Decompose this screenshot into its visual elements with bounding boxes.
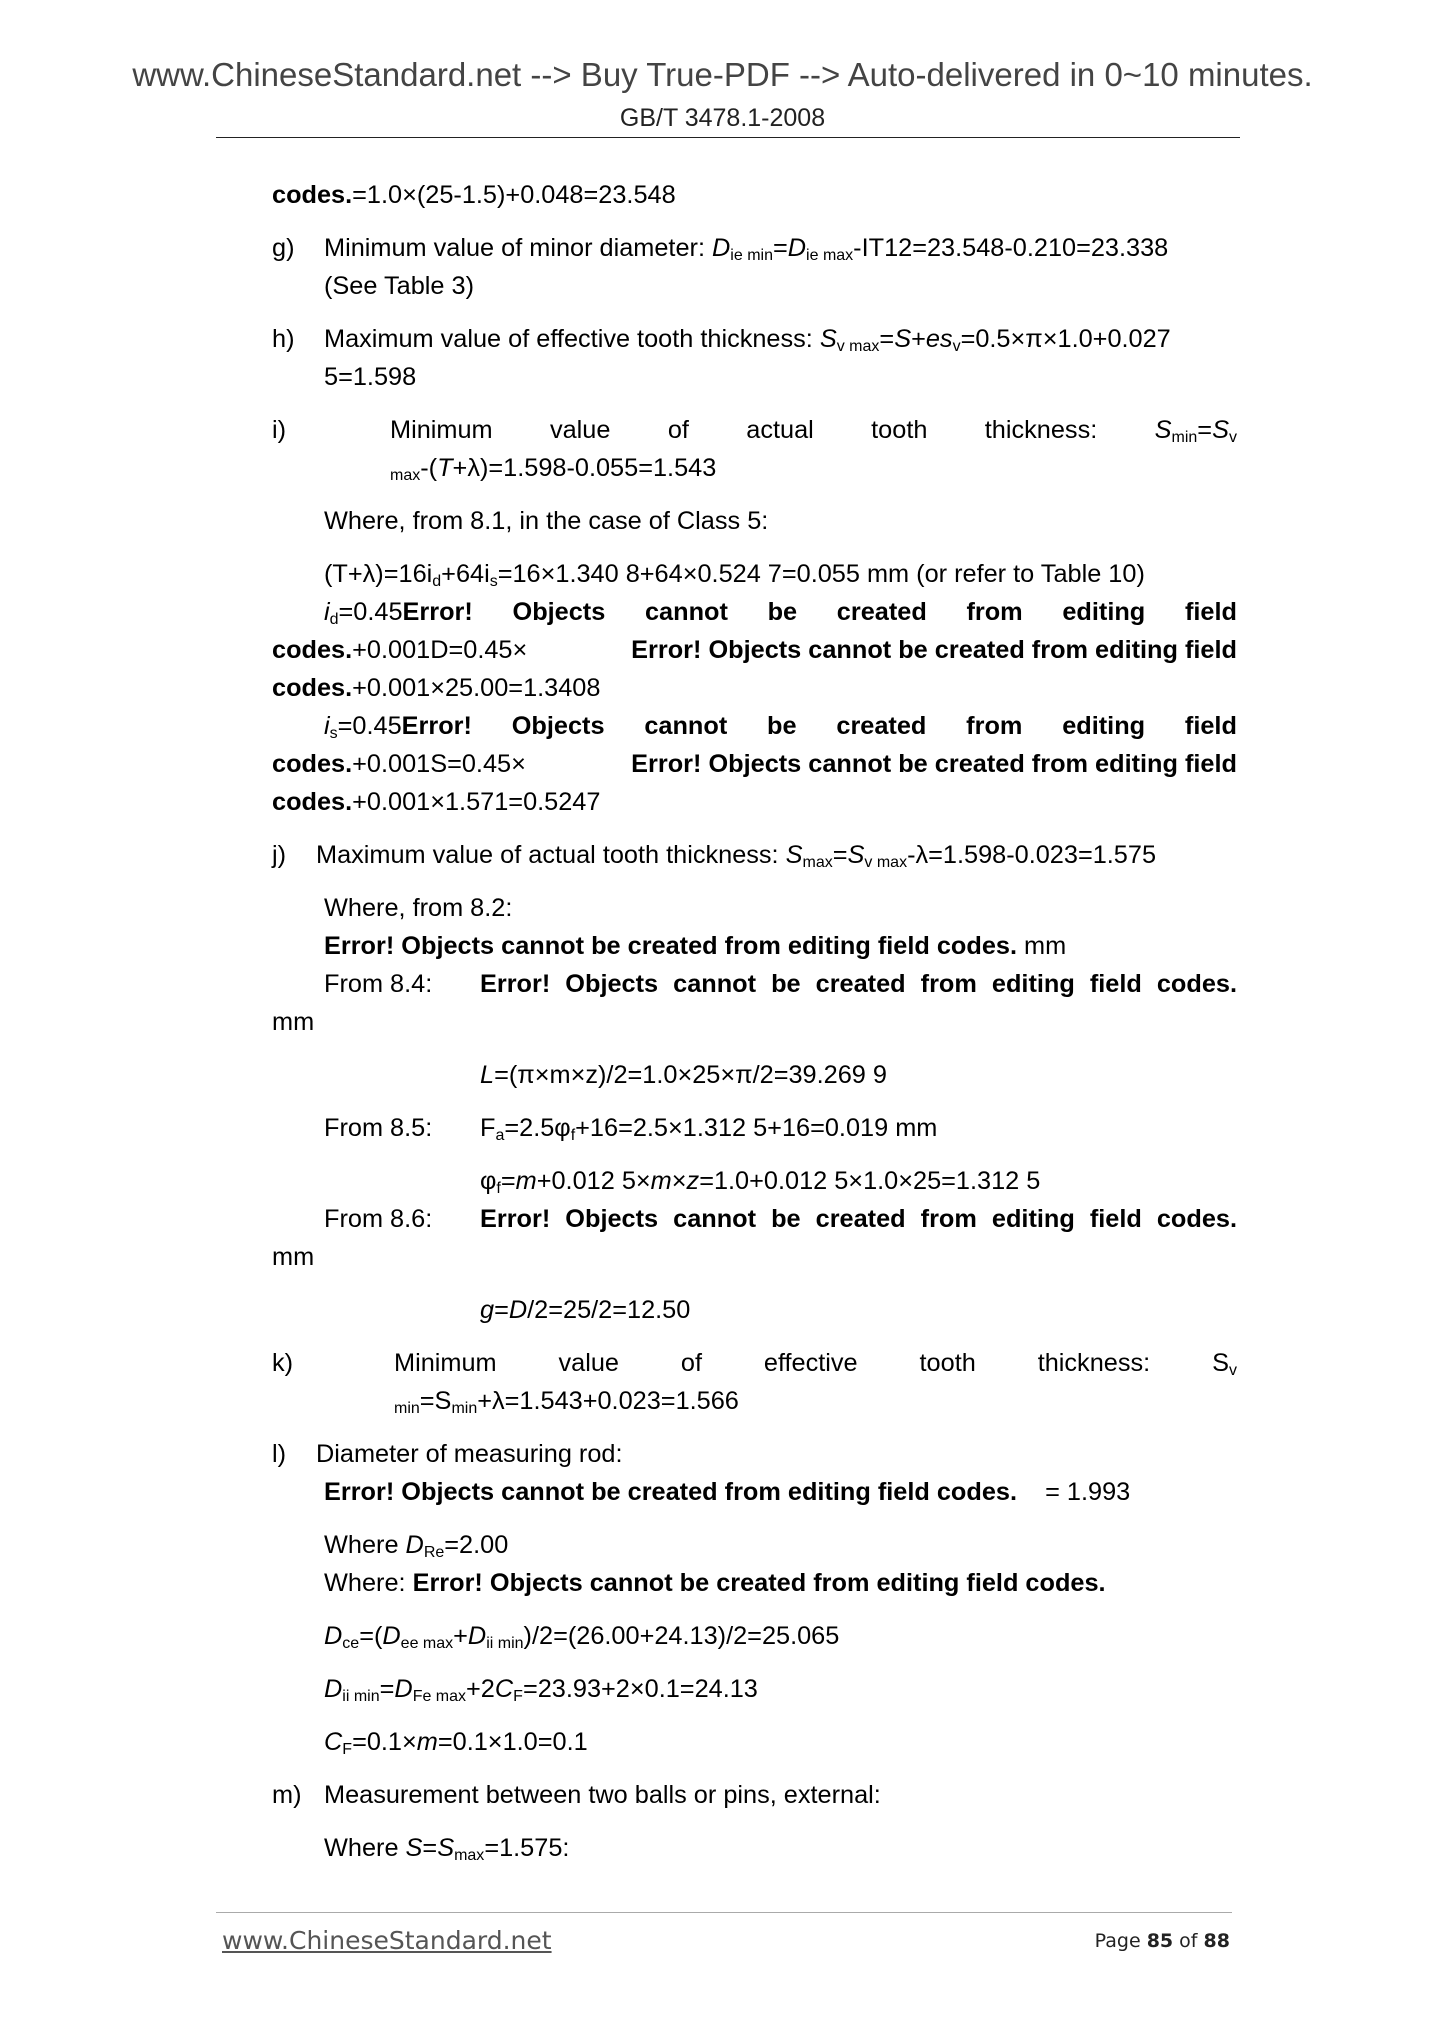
text-line: Where $S=S_{max}=1.575$:: [324, 1834, 570, 1864]
text-line: (See Table 3): [324, 272, 475, 300]
text-line: From 8.6: Error! Objects cannot be created from editing field codes.: [324, 1205, 1237, 1233]
header-divider: [216, 137, 1240, 138]
list-label: i): [272, 416, 287, 444]
text-line: codes.+0.001×25.00=1.3408: [272, 674, 601, 702]
text-line: Where, from 8.2:: [324, 894, 513, 922]
list-item-h: [272, 320, 1237, 396]
text-line: Measurement between two balls or pins, external:: [324, 1781, 881, 1809]
list-label: g): [272, 234, 295, 262]
header-banner: www.ChineseStandard.net --> Buy True-PDF --> Auto-delivered in 0~10 minutes.: [132, 56, 1313, 93]
standard-number: GB/T 3478.1-2008: [619, 104, 826, 132]
text-line: Minimum value of minor diameter: $D_{ie min}=D_{ie max}-IT12=23.548-0.210=23.338$: [324, 234, 1169, 264]
text-line: Error! Objects cannot be created from editing field codes. mm: [324, 932, 1067, 960]
page-number: Page 85 of 88: [1094, 1930, 1230, 1952]
equation-line: $D_{ce}=(D_{ee max}+D_{ii min})/2=(26.00+24.13)/2=25.065$: [324, 1622, 840, 1652]
equation-line: $C_F=0.1\times m=0.1\times 1.0=0.1$: [324, 1728, 588, 1758]
list-item-m: [272, 1776, 1237, 1814]
text-line: $(T+\lambda)=16i_d+64i_s=16\times 1.340$ 8+64×0.524 7=0.055 mm (or refer to Table 10): [324, 560, 1145, 590]
text-line: Maximum value of actual tooth thickness: $S_{max}=S_{v max}-\lambda=1.598-0.023=1.575$: [316, 841, 1157, 871]
list-label: h): [272, 325, 295, 353]
list-label: l): [272, 1440, 287, 1468]
text-line: mm: [272, 1008, 315, 1036]
equation-line: $\varphi_f=m+0.012$ 5×m×z=1.0+0.012 5×1.0×25=1.312 5: [480, 1167, 1041, 1197]
list-label: j): [272, 841, 287, 869]
equation-line: L=(π×m×z)/2=1.0×25×π/2=39.269 9: [480, 1061, 887, 1089]
text-line: mm: [272, 1243, 315, 1271]
list-item-k: [272, 1344, 1237, 1420]
text-line: Minimum value of effective tooth thickness: $S_v$: [394, 1349, 1237, 1379]
list-item-j: [272, 836, 1237, 874]
text-line: 5=1.598: [324, 363, 417, 391]
list-label: k): [272, 1349, 294, 1377]
list-label: m): [272, 1781, 302, 1809]
text-line: codes.=1.0×(25-1.5)+0.048=23.548: [272, 181, 676, 209]
text-line: Minimum value of actual tooth thickness: $S_{min}=S_v$: [390, 416, 1237, 446]
text-line: Maximum value of effective tooth thickness: $S_{v max}=S+es_v=0.5\times\pi\times 1.0+0.027$: [324, 325, 1171, 355]
text-line: Where, from 8.1, in the case of Class 5:: [324, 507, 769, 535]
text-line: $_{max}$-(T+λ)=1.598-0.055=1.543: [390, 454, 717, 484]
text-line: codes.+0.001×1.571=0.5247: [272, 788, 601, 816]
footer-divider: [216, 1912, 1232, 1913]
text-line: Where $D_{Re}=2.00$: [324, 1531, 509, 1561]
text-line: codes.+0.001D=0.45× Error! Objects cannot be created from editing field: [272, 636, 1237, 664]
equation-line: $D_{ii min}=D_{Fe max}+2C_F=23.93+2\times 0.1=24.13$: [324, 1675, 758, 1705]
list-item-l: [272, 1435, 1237, 1473]
text-line: From 8.4: Error! Objects cannot be created from editing field codes.: [324, 970, 1237, 998]
text-line: $i_d=0.45Error$! Objects cannot be created from editing field: [324, 598, 1237, 628]
text-line: Diameter of measuring rod:: [316, 1440, 623, 1468]
text-line: From 8.5: $F_a=2.5\varphi_f+16=2.5\times 1.312$ 5+16=0.019 mm: [324, 1114, 938, 1144]
text-line: Where: Error! Objects cannot be created from editing field codes.: [324, 1569, 1106, 1597]
footer-site-link[interactable]: www.ChineseStandard.net: [222, 1926, 552, 1955]
document-body: [272, 176, 1237, 1867]
list-item-i: [272, 411, 1237, 487]
list-item-g: [272, 229, 1237, 305]
text-line: $_{min}=S_{min}+\lambda=1.543+0.023=1.566$: [394, 1387, 739, 1417]
text-line: Error! Objects cannot be created from editing field codes. = 1.993: [324, 1478, 1131, 1506]
text-line: $i_s=0.45Error$! Objects cannot be created from editing field: [324, 712, 1237, 742]
equation-line: g=D/2=25/2=12.50: [480, 1296, 691, 1324]
text-line: codes.+0.001S=0.45× Error! Objects cannot be created from editing field: [272, 750, 1237, 778]
